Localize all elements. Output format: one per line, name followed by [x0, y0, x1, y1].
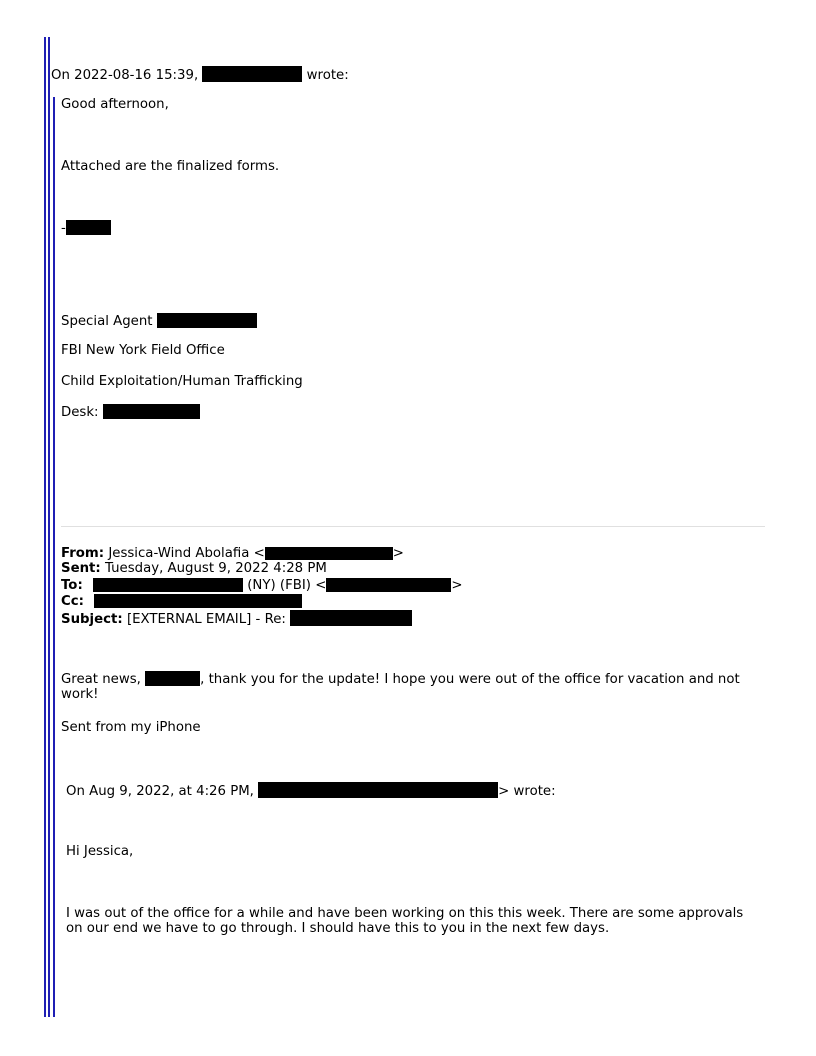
- signature-title: Special Agent: [61, 314, 153, 329]
- quote-bar-outer-left: [44, 37, 46, 1017]
- signature-office: FBI New York Field Office: [61, 343, 225, 358]
- signature-unit: Child Exploitation/Human Trafficking: [61, 374, 303, 389]
- header-from: [61, 547, 404, 560]
- attribution-prefix: On 2022-08-16 15:39,: [51, 68, 199, 83]
- redaction-block: [94, 594, 302, 608]
- to-label: To:: [61, 578, 83, 593]
- paragraph-start: Great news,: [61, 672, 141, 687]
- quote-bar-outer-right: [48, 37, 50, 1017]
- message-divider: [61, 526, 765, 527]
- header-subject: [61, 610, 412, 626]
- header-to: [61, 578, 463, 592]
- attribution-suffix: wrote:: [306, 68, 349, 83]
- quoted-attribution: [66, 782, 556, 799]
- greeting-text: Good afternoon,: [61, 97, 169, 112]
- quoted-attribution-suffix: > wrote:: [498, 784, 556, 799]
- signature-title-line: [61, 313, 257, 329]
- redaction-block: [258, 782, 498, 798]
- to-mid: (NY) (FBI) <: [247, 578, 327, 593]
- quoted-body-text: I was out of the office for a while and have been working on this this week. There are some approvals on our end we have to go through. I should have this to you in the next few days.: [66, 906, 744, 936]
- signature-desk-line: [61, 404, 200, 420]
- message-body-text: Attached are the finalized forms.: [61, 159, 280, 174]
- redaction-block: [103, 404, 200, 419]
- from-value: Jessica-Wind Abolafia <: [108, 546, 265, 561]
- subject-value: [EXTERNAL EMAIL] - Re:: [126, 612, 286, 627]
- desk-label: Desk:: [61, 405, 99, 420]
- redaction-block: [290, 610, 412, 626]
- sent-from-text: Sent from my iPhone: [61, 720, 201, 735]
- message-paragraph: [61, 671, 761, 702]
- redaction-block: [202, 66, 302, 82]
- cc-label: Cc:: [61, 594, 84, 609]
- redaction-block: [326, 578, 451, 592]
- redaction-block: [93, 578, 243, 592]
- signature-dash-line: [61, 220, 111, 236]
- redaction-block: [66, 220, 111, 235]
- signature-dash: -: [61, 221, 66, 236]
- sent-label: Sent:: [61, 561, 101, 576]
- reply-attribution: [51, 66, 349, 83]
- from-label: From:: [61, 546, 105, 561]
- subject-label: Subject:: [61, 612, 123, 627]
- redaction-block: [265, 547, 393, 560]
- quote-bar-inner: [53, 97, 55, 1017]
- redaction-block: [145, 671, 200, 686]
- to-end: >: [451, 578, 463, 593]
- quoted-attribution-prefix: On Aug 9, 2022, at 4:26 PM,: [66, 784, 254, 799]
- from-end: >: [392, 546, 404, 561]
- header-cc: [61, 594, 302, 608]
- paragraph-rest: , thank you for the update! I hope you were out of the office for vacation and not work!: [61, 672, 740, 702]
- quoted-greeting: Hi Jessica,: [66, 844, 134, 859]
- header-sent: [61, 562, 327, 575]
- redaction-block: [157, 313, 257, 328]
- sent-value: Tuesday, August 9, 2022 4:28 PM: [104, 561, 327, 576]
